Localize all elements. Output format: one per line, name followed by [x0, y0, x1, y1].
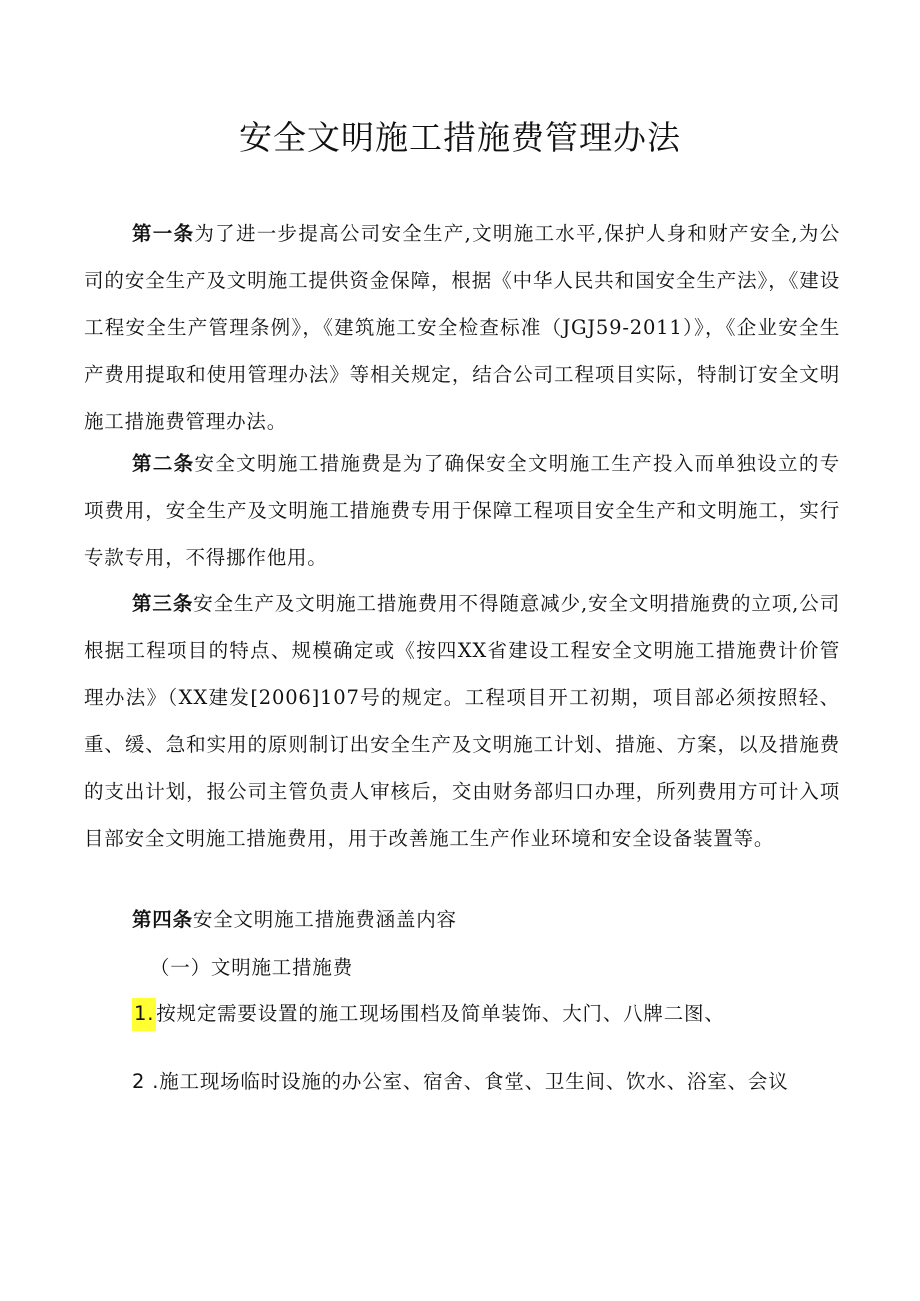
list-item-1-text: 按规定需要设置的施工现场围档及简单装饰、大门、八牌二图、	[156, 1002, 725, 1025]
article-4-label: 第四条	[132, 908, 193, 931]
article-1-text: 为了进一步提高公司安全生产,文明施工水平,保护人身和财产安全,为公司的安全生产及文明施工提供资金保障，根据《中华人民共和国安全生产法》，《建设工程安全生产管理条例》，《建筑施工安全检查标准（JGJ59-2011）》，《企业安全生产费用提取和使用管理办法》等相关规定，结合公司工程项目实际，特制订安全文明施工措施费管理办法。	[84, 222, 840, 433]
article-2-label: 第二条	[132, 452, 195, 475]
article-2	[84, 440, 840, 581]
list-item-2-text: 施工现场临时设施的办公室、宿舍、食堂、卫生间、饮水、浴室、会议	[159, 1070, 789, 1093]
article-2-text: 安全文明施工措施费是为了确保安全文明施工生产投入而单独设立的专项费用，安全生产及文明施工措施费专用于保障工程项目安全生产和文明施工，实行专款专用，不得挪作他用。	[84, 452, 840, 569]
list-item-1	[132, 994, 725, 1034]
list-item-2-number: 2 .	[132, 1070, 160, 1093]
article-3-text: 安全生产及文明施工措施费用不得随意减少,安全文明措施费的立项,公司根据工程项目的特点、规模确定或《按四XX省建设工程安全文明施工措施费计价管理办法》（XX建发[2006]107号的规定。工程项目开工初期，项目部必须按照轻、重、缓、急和实用的原则制订出安全生产及文明施工计划、措施、方案，以及措施费的支出计划，报公司主管负责人审核后，交由财务部归口办理，所列费用方可计入项目部安全文明施工措施费用，用于改善施工生产作业环境和安全设备装置等。	[84, 592, 840, 850]
article-4	[84, 896, 840, 943]
article-3	[84, 580, 840, 862]
article-3-label: 第三条	[132, 592, 194, 615]
article-1-label: 第一条	[132, 222, 195, 245]
list-item-2	[132, 1062, 789, 1102]
article-4-text: 安全文明施工措施费涵盖内容	[192, 908, 457, 931]
list-item-1-number: 1.	[132, 998, 156, 1031]
subsection-heading: （一）文明施工措施费	[150, 956, 354, 979]
article-1	[84, 210, 840, 445]
document-title: 安全文明施工措施费管理办法	[239, 118, 681, 157]
